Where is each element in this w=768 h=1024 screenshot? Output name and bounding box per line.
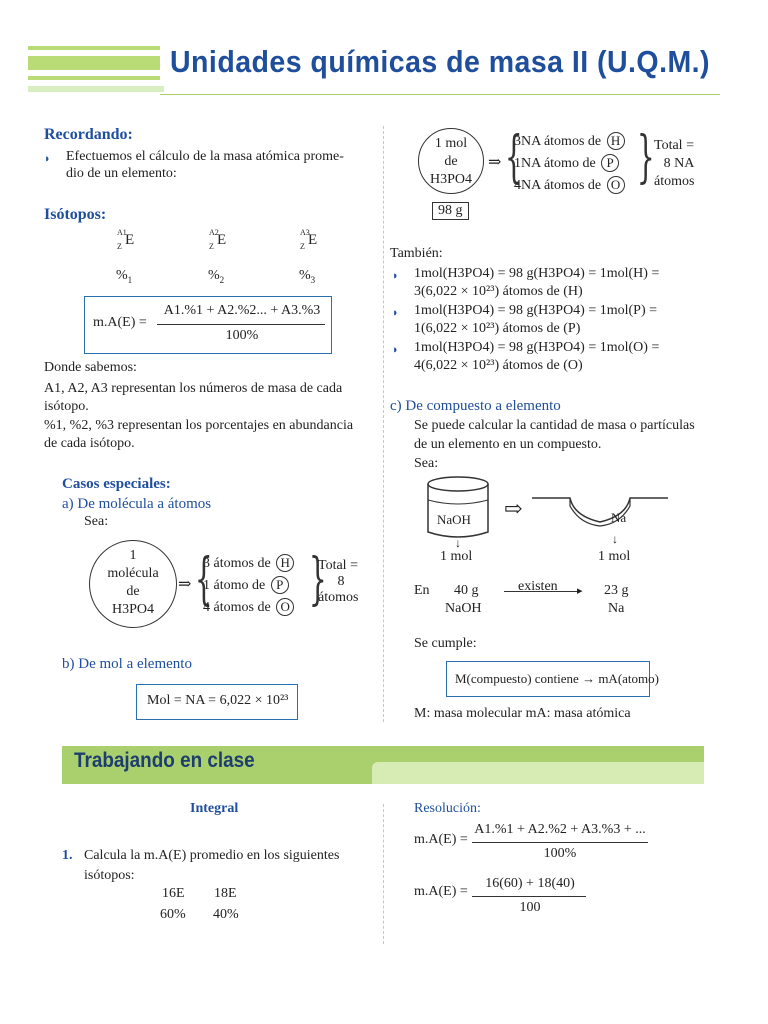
average-mass-formula-box (84, 296, 332, 354)
definition-line: A1, A2, A3 representan los números de masa de cada (44, 381, 343, 396)
element-label: Na (608, 601, 625, 616)
result-denominator: 100 (519, 900, 541, 915)
mol-label: 1 mol (440, 549, 473, 564)
bullet-icon: ◗ (392, 270, 399, 282)
definition-line: isótopo. (44, 399, 89, 414)
mol-circle-line: 1 mol (434, 136, 468, 151)
element-circle: O (607, 176, 625, 194)
abundance-label (299, 268, 315, 285)
percent-symbol: % (299, 268, 311, 283)
isotope-label: 16E (162, 886, 185, 901)
definition-line: %1, %2, %3 representan los porcentajes en abundancia (44, 418, 354, 433)
implies-arrow: ⇒ (488, 154, 502, 171)
mol-circle-line: de (444, 154, 458, 169)
na-label: Na (611, 510, 627, 525)
total-text: Total = (318, 558, 358, 573)
resolucion-label: Resolución: (414, 801, 481, 816)
case-b-heading: b) De mol a elemento (62, 656, 192, 672)
percent-index: 2 (219, 274, 225, 285)
mol-formula-box (136, 684, 298, 720)
header-stripe (28, 86, 164, 92)
total-text: Total = (654, 138, 694, 153)
isotope-label: 18E (214, 886, 237, 901)
se-cumple-text: Se cumple: (414, 636, 477, 651)
relation-line: 1mol(H3PO4) = 98 g(H3PO4) = 1mol(O) = (414, 340, 660, 355)
case-a-heading: a) De molécula a átomos (62, 496, 212, 512)
result-numerator: 16(60) + 18(40) (485, 876, 575, 891)
atoms-line: 1 átomo de P (203, 576, 289, 594)
formula-denominator: 100% (225, 328, 259, 343)
column-divider (383, 804, 384, 944)
isotopos-heading: Isótopos: (44, 206, 107, 223)
bullet-icon: ◗ (392, 307, 399, 319)
element-circle: P (271, 576, 289, 594)
isotope-mass: A3 (300, 228, 310, 237)
title-underline (160, 94, 720, 95)
sea-text: Sea: (414, 456, 439, 471)
total-text: átomos (654, 174, 695, 189)
column-divider (383, 126, 384, 722)
fraction-bar (472, 896, 586, 897)
cumple-formula-box (446, 661, 659, 697)
total-text: 8 (337, 574, 345, 589)
relation-line: 1mol(H3PO4) = 98 g(H3PO4) = 1mol(H) = (414, 266, 660, 281)
question-number: 1. (62, 848, 73, 863)
section-band-accent (372, 762, 704, 784)
mol-formula: Mol = NA = 6,022 × 10²³ (147, 693, 289, 708)
legend-text: M: masa molecular mA: masa atómica (414, 706, 631, 721)
tambien-text: También: (390, 246, 443, 261)
isotope-z: Z (209, 242, 214, 251)
isotope-mass: A1 (117, 228, 127, 237)
percent-symbol: % (116, 268, 128, 283)
recordando-text: Efectuemos el cálculo de la masa atómica prome- (66, 149, 344, 164)
relation-line: 3(6,022 × 10²³) átomos de (H) (414, 284, 583, 299)
mol-label: 1 mol (598, 549, 631, 564)
fraction-bar (472, 842, 648, 843)
isotope-e: E (308, 232, 318, 248)
mass-value: 23 g (604, 583, 629, 598)
atoms-line: 3 átomos de H (203, 554, 294, 572)
naoh-label: NaOH (437, 512, 471, 527)
bullet-icon: ◗ (44, 153, 51, 165)
relation-line: 4(6,022 × 10²³) átomos de (O) (414, 358, 583, 373)
dish-icon (530, 494, 670, 534)
formula-numerator: A1.%1 + A2.%2... + A3.%3 (163, 303, 321, 318)
existen-label: existen (518, 579, 558, 594)
arrow-icon: ⇨ (504, 496, 523, 521)
left-brace: { (194, 547, 213, 612)
formula-lhs: m.A(E) = (93, 315, 147, 330)
donde-text: Donde sabemos: (44, 360, 137, 375)
case-c-heading: c) De compuesto a elemento (390, 398, 561, 414)
result-denominator: 100% (543, 846, 577, 861)
result-numerator: A1.%1 + A2.%2 + A3.%3 + ... (474, 822, 646, 837)
atoms-line: 1NA átomo de P (514, 154, 619, 172)
mass-box: 98 g (432, 202, 469, 220)
atoms-line: 4NA átomos de O (514, 176, 625, 194)
level-label: Integral (190, 801, 239, 816)
right-brace: } (636, 125, 655, 190)
section-title: Trabajando en clase (74, 749, 255, 772)
element-circle: O (276, 598, 294, 616)
result-lhs: m.A(E) = (414, 832, 468, 847)
percent-symbol: % (208, 268, 220, 283)
implies-arrow: ⇒ (178, 576, 192, 593)
header-stripe (28, 46, 160, 50)
case-c-text: de un elemento en un compuesto. (414, 437, 602, 452)
question-text: isótopos: (84, 868, 135, 883)
isotope-z: Z (117, 242, 122, 251)
total-text: átomos (318, 590, 359, 605)
abundance-label (208, 268, 224, 285)
element-circle: H (607, 132, 625, 150)
right-brace: } (308, 547, 327, 612)
down-arrow: ↓ (455, 536, 461, 550)
mol-circle-line: H3PO4 (429, 172, 472, 187)
percent-index: 3 (310, 274, 316, 285)
sea-text: Sea: (84, 514, 109, 529)
page-title: Unidades químicas de masa II (U.Q.M.) (170, 44, 711, 79)
isotope-e: E (217, 232, 227, 248)
bullet-icon: ◗ (392, 344, 399, 356)
header-stripe (28, 56, 160, 70)
question-text: Calcula la m.A(E) promedio en los siguientes (84, 848, 340, 863)
relation-line: 1(6,022 × 10²³) átomos de (P) (414, 321, 581, 336)
molecule-line: 1 (129, 548, 137, 563)
abundance-value: 40% (213, 907, 239, 922)
definition-line: de cada isótopo. (44, 436, 135, 451)
isotope-z: Z (300, 242, 305, 251)
atoms-line: 4 átomos de O (203, 598, 294, 616)
header-stripe (28, 76, 160, 80)
molecule-line: de (126, 584, 140, 599)
total-text: 8 NA (663, 156, 695, 171)
arrow-head: ▸ (577, 585, 583, 597)
isotope-mass: A2 (209, 228, 219, 237)
percent-index: 1 (127, 274, 133, 285)
compound-label: NaOH (445, 601, 482, 616)
en-text: En (414, 583, 430, 598)
element-circle: P (601, 154, 619, 172)
recordando-text: dio de un elemento: (66, 166, 177, 181)
molecule-line: H3PO4 (111, 602, 154, 617)
abundance-label (116, 268, 132, 285)
left-brace: { (504, 125, 523, 190)
abundance-value: 60% (160, 907, 186, 922)
fraction-bar (157, 324, 325, 325)
casos-heading: Casos especiales: (62, 476, 171, 492)
result-lhs: m.A(E) = (414, 884, 468, 899)
element-circle: H (276, 554, 294, 572)
relation-line: 1mol(H3PO4) = 98 g(H3PO4) = 1mol(P) = (414, 303, 658, 318)
molecule-line: molécula (107, 566, 159, 581)
recordando-heading: Recordando: (44, 126, 133, 143)
mass-value: 40 g (454, 583, 479, 598)
down-arrow: ↓ (612, 532, 618, 546)
case-c-text: Se puede calcular la cantidad de masa o partículas (414, 418, 695, 433)
isotope-e: E (125, 232, 135, 248)
existen-arrow (504, 591, 580, 592)
atoms-line: 3NA átomos de H (514, 132, 625, 150)
cumple-formula: M(compuesto) contiene → mA(atomo) (455, 671, 659, 686)
